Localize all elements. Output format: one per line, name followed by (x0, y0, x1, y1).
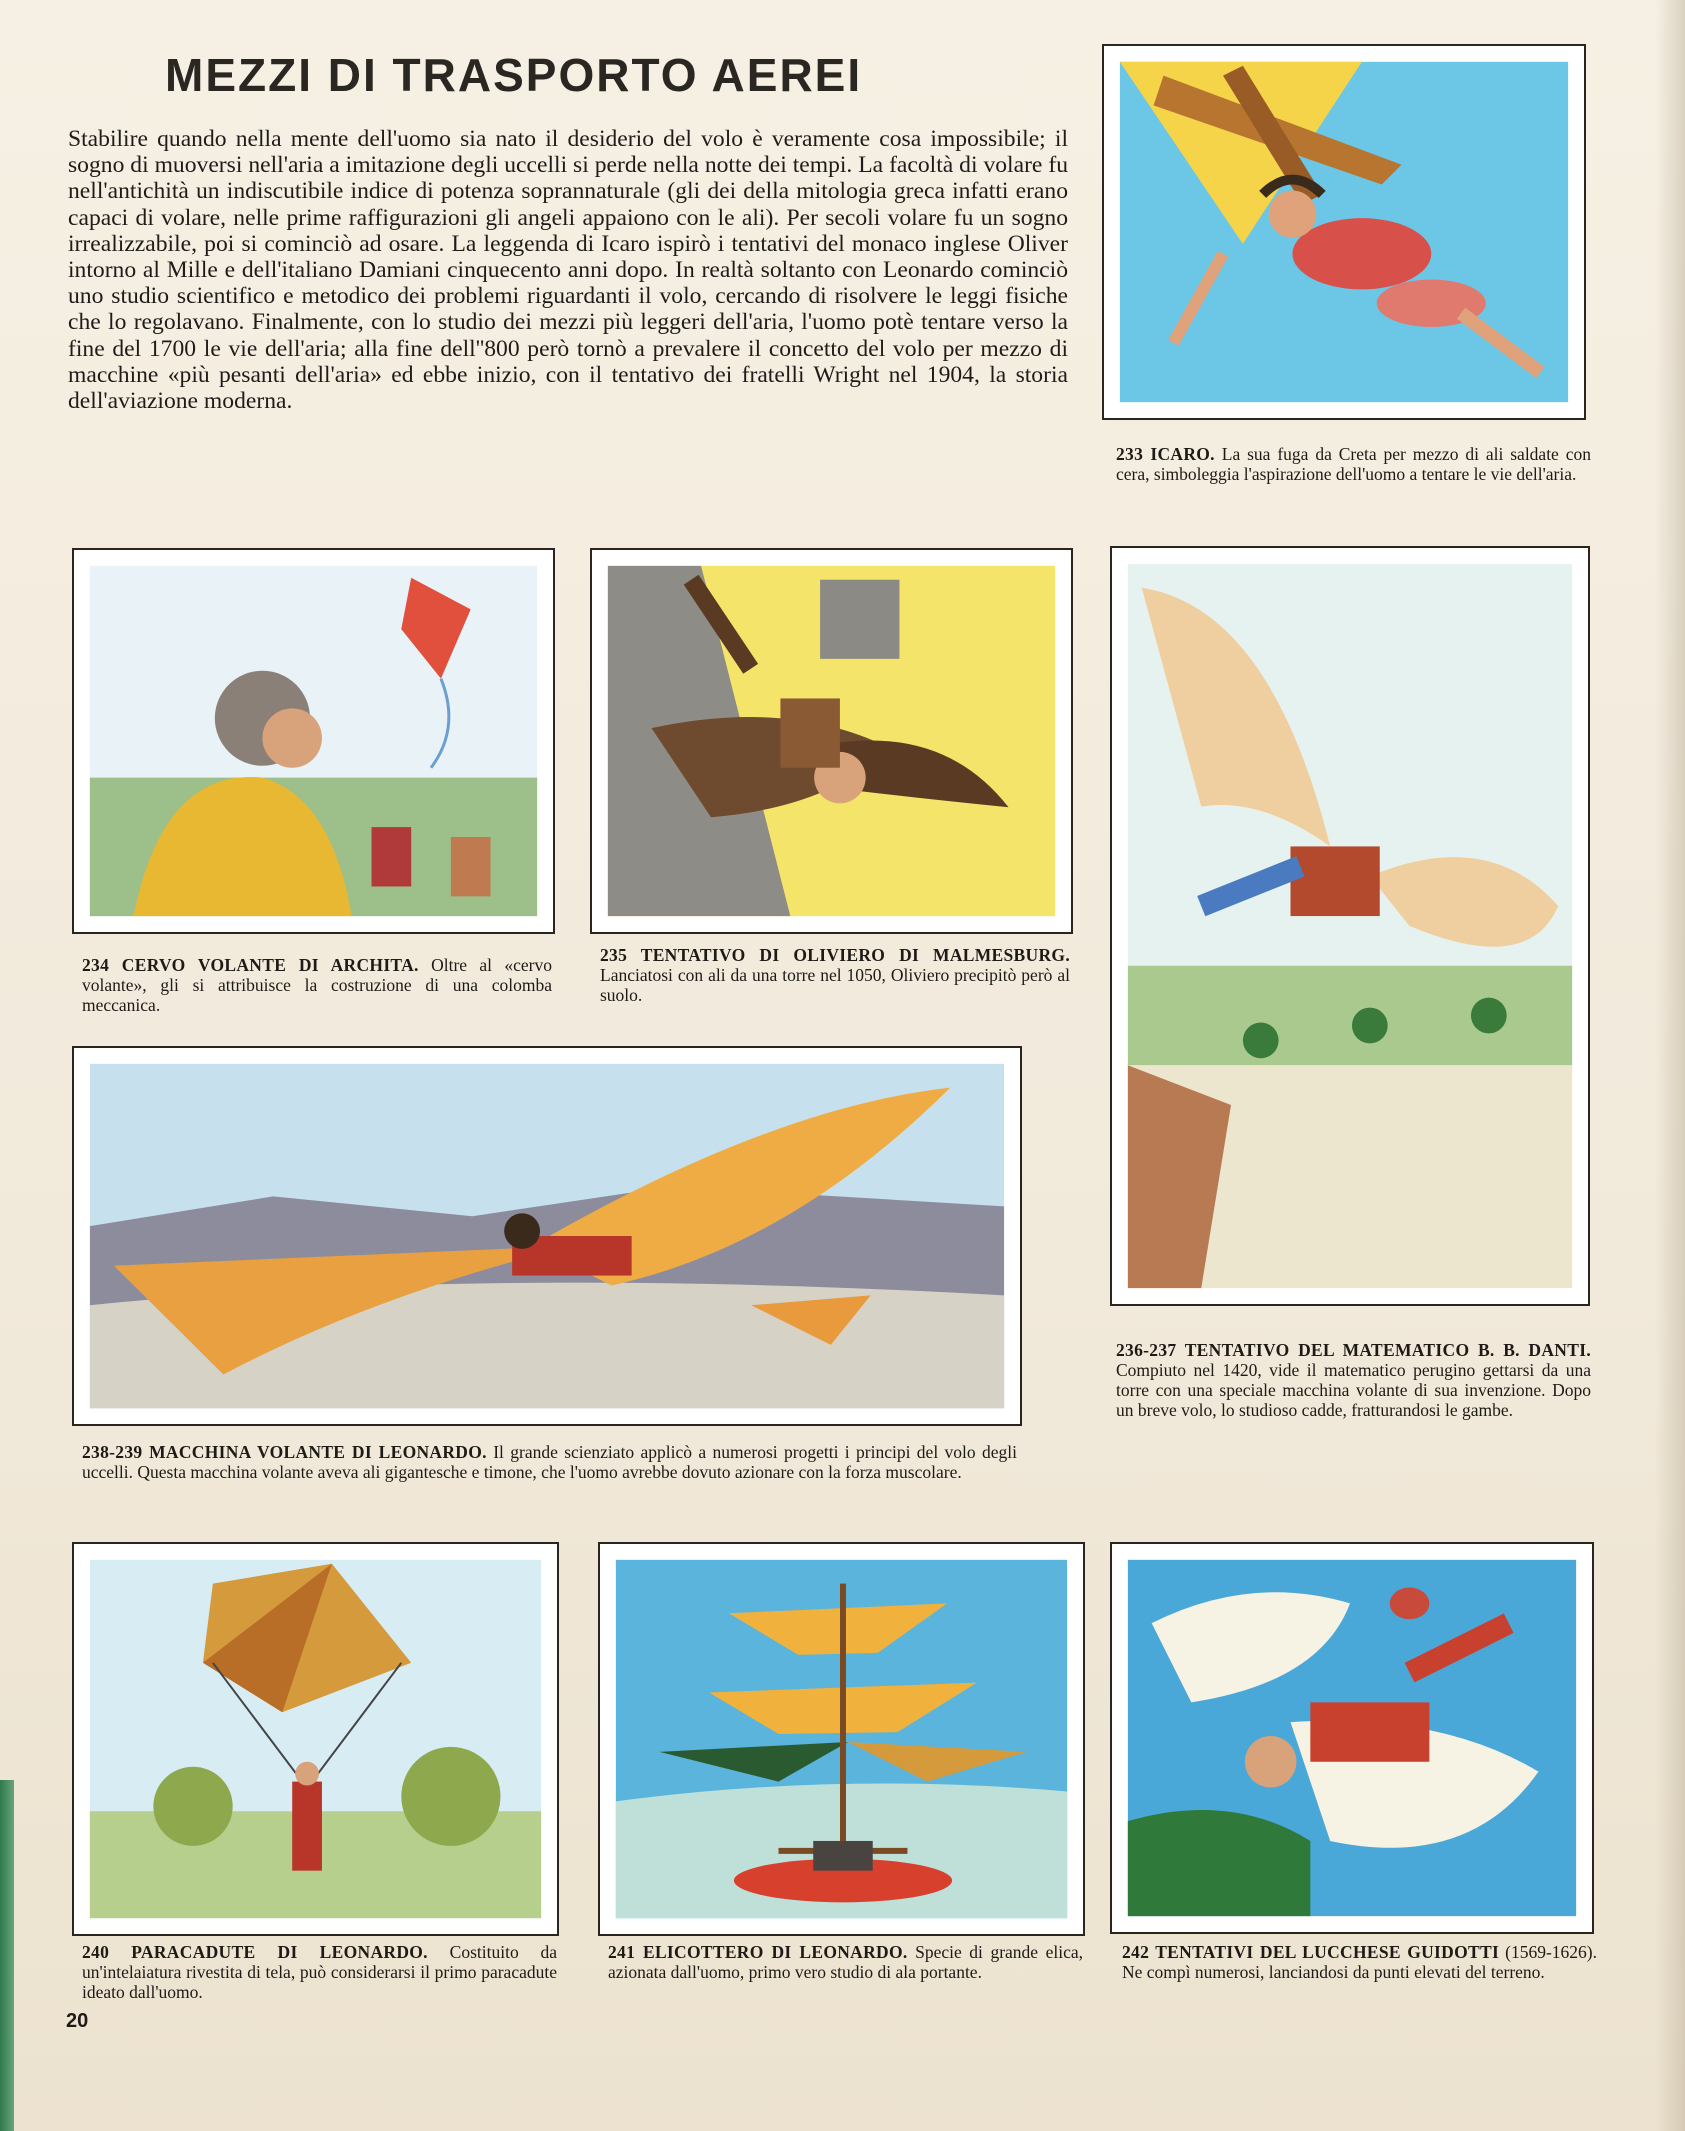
page-edge-shadow (1655, 0, 1685, 2131)
caption-241 (608, 1942, 1083, 1982)
caption-235-number: 235 TENTATIVO DI OLIVIERO DI MALMESBURG. (600, 945, 1070, 965)
caption-240 (82, 1942, 557, 2002)
elicottero-illustration (600, 1544, 1083, 1934)
caption-234-text: Oltre al «cervo volante», gli si attribuisce la costruzione di una colomba meccanica. (82, 955, 553, 1015)
caption-236-237 (1116, 1340, 1591, 1420)
sticker-238-239-macchina-volante (72, 1046, 1022, 1426)
sticker-234-archita (72, 548, 555, 934)
caption-241-number: 241 ELICOTTERO DI LEONARDO. (608, 1942, 908, 1962)
danti-illustration (1112, 548, 1588, 1304)
intro-paragraph: Stabilire quando nella mente dell'uomo sia nato il desiderio del volo è veramente cosa impossibile; il sogno di muoversi nell'aria a imitazione degli uccelli si perde nella notte dei tempi. La facoltà di volare fu nell'antichità un indiscutibile indice di potenza soprannaturale (gli dei della mitologia greca infatti erano capaci di volare, nelle prime raffigurazioni gli angeli appaiono con le ali). Per secoli volare fu un sogno irrealizzabile, poi si cominciò ad osare. La leggenda di Icaro ispirò i tentativi del monaco inglese Oliver intorno al Mille e dell'italiano Damiani cinquecento anni dopo. In realtà soltanto con Leonardo cominciò uno studio scientifico e metodico dei problemi riguardanti il volo, cercando di risolvere le leggi fisiche che lo regolavano. Finalmente, con lo studio dei mezzi più leggeri dell'aria, l'uomo potè tentare verso la fine del 1700 le vie dell'aria; alla fine dell''800 però tornò a prevalere il concetto del volo per mezzo di macchine «più pesanti dell'aria» ed ebbe inizio, con il tentativo dei fratelli Wright nel 1904, la storia dell'aviazione moderna. (68, 126, 1068, 415)
caption-240-number: 240 PARACADUTE DI LEONARDO. (82, 1942, 428, 1962)
archita-illustration (74, 550, 553, 932)
cover-edge (0, 1780, 14, 2131)
sticker-240-paracadute (72, 1542, 559, 1936)
caption-234 (82, 955, 552, 1015)
macchina-volante-illustration (74, 1048, 1020, 1424)
caption-242 (1122, 1942, 1597, 1982)
caption-240-text: Costituito da un'intelaiatura rivestita di tela, può considerarsi il primo paracadute ideato dall'uomo. (82, 1942, 557, 2002)
sticker-242-guidotti (1110, 1542, 1594, 1934)
icaro-illustration (1104, 46, 1584, 418)
sticker-235-oliviero (590, 548, 1073, 934)
sticker-236-237-danti (1110, 546, 1590, 1306)
guidotti-illustration (1112, 1544, 1592, 1932)
oliviero-illustration (592, 550, 1071, 932)
paracadute-illustration (74, 1544, 557, 1934)
page-number: 20 (66, 2010, 89, 2032)
caption-234-number: 234 CERVO VOLANTE DI ARCHITA. (82, 955, 419, 975)
caption-233 (1116, 444, 1591, 484)
caption-238-number: 238-239 MACCHINA VOLANTE DI LEONARDO. (82, 1442, 487, 1462)
caption-236-number: 236-237 TENTATIVO DEL MATEMATICO B. B. DANTI. (1116, 1340, 1591, 1360)
sticker-233-icaro (1102, 44, 1586, 420)
caption-238-239 (82, 1442, 1017, 1482)
caption-236-text: Compiuto nel 1420, vide il matematico perugino gettarsi da una torre con una speciale macchina volante di sua invenzione. Dopo un breve volo, lo studioso cadde, fratturandosi le gambe. (1116, 1360, 1591, 1420)
caption-233-number: 233 ICARO. (1116, 444, 1215, 464)
sticker-241-elicottero (598, 1542, 1085, 1936)
caption-235-text: Lanciatosi con ali da una torre nel 1050, Oliviero precipitò però al suolo. (600, 965, 1070, 1005)
caption-238-text: Il grande scienziato applicò a numerosi progetti i principi del volo degli uccelli. Questa macchina volante aveva ali gigantesche e timone, che l'uomo avrebbe dovuto azionare con la forza muscolare. (82, 1442, 1017, 1482)
page-title: MEZZI DI TRASPORTO AEREI (165, 49, 863, 101)
caption-235 (600, 945, 1070, 1005)
caption-242-text: (1569-1626). Ne compì numerosi, lanciandosi da punti elevati del terreno. (1122, 1942, 1597, 1982)
caption-242-number: 242 TENTATIVI DEL LUCCHESE GUIDOTTI (1122, 1942, 1500, 1962)
caption-241-text: Specie di grande elica, azionata dall'uomo, primo vero studio di ala portante. (608, 1942, 1083, 1982)
caption-233-text: La sua fuga da Creta per mezzo di ali saldate con cera, simboleggia l'aspirazione dell'uomo a tentare le vie dell'aria. (1116, 444, 1591, 484)
